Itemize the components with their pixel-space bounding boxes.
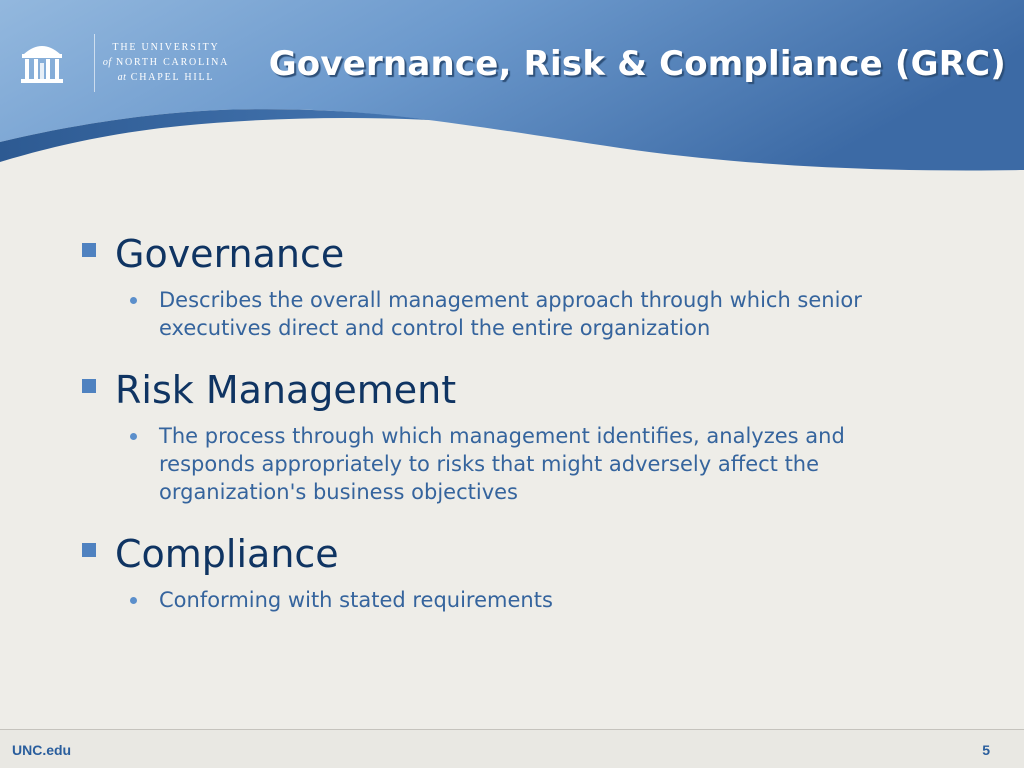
page-number: 5 [982, 742, 990, 758]
square-bullet-icon [82, 243, 96, 257]
sub-bullet-compliance [78, 586, 939, 614]
bullet-governance [78, 228, 978, 280]
sub-bullet-risk-management [78, 422, 939, 506]
logo-line-2: of NORTH CAROLINA [102, 57, 230, 68]
logo-wordmark [96, 40, 236, 85]
bullet-detail: Conforming with stated requirements [159, 588, 553, 612]
bullet-list [78, 228, 978, 614]
university-logo [20, 34, 230, 94]
old-well-icon [20, 36, 64, 86]
slide-title: Governance, Risk & Compliance (GRC) [268, 44, 1006, 84]
dot-bullet-icon [130, 597, 137, 604]
dot-bullet-icon [130, 297, 137, 304]
bullet-heading: Risk Management [115, 368, 457, 412]
square-bullet-icon [82, 379, 96, 393]
footer [0, 730, 1024, 768]
logo-line-1: THE UNIVERSITY [112, 42, 220, 53]
footer-site-label: UNC.edu [12, 742, 72, 758]
logo-divider [94, 34, 95, 92]
bullet-heading: Governance [115, 232, 345, 276]
bullet-compliance [78, 528, 978, 580]
bullet-heading: Compliance [115, 532, 339, 576]
dot-bullet-icon [130, 433, 137, 440]
bullet-detail: Describes the overall management approach through which senior executives direct and control the entire organization [159, 288, 862, 340]
sub-bullet-governance [78, 286, 939, 342]
bullet-risk-management [78, 364, 978, 416]
logo-line-3: at CHAPEL HILL [117, 72, 215, 83]
bullet-detail: The process through which management identifies, analyzes and responds appropriately to risks that might adversely affect the organization's business objectives [159, 424, 845, 504]
square-bullet-icon [82, 543, 96, 557]
